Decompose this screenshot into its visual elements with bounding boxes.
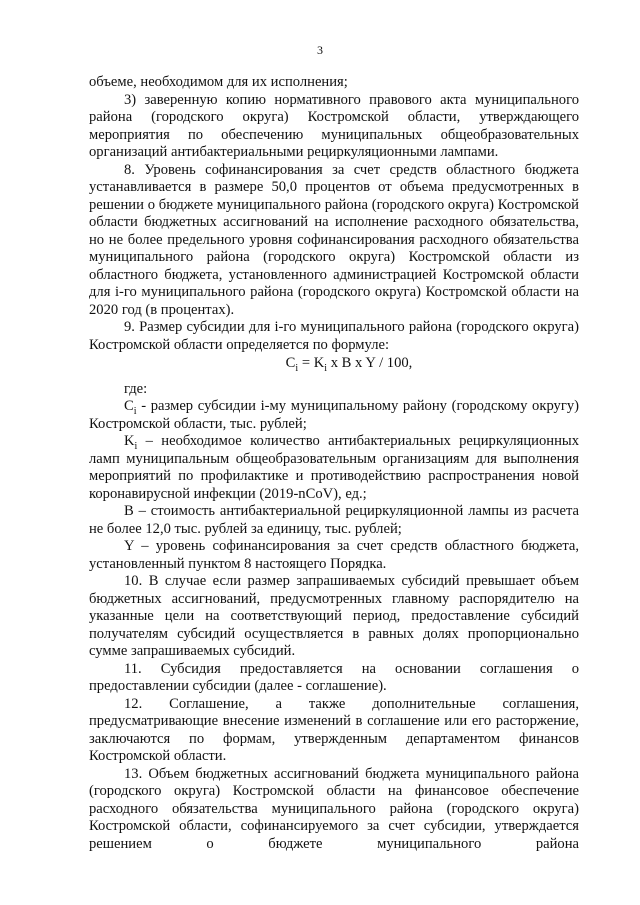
paragraph-13: 13. Объем бюджетных ассигнований бюджета муниципального района (городского округа) Костромской области на финансовое обеспечение расходного обязательства муниципального района (городского округа) Костромской области, софинансируемого за счет субсидии, утверждается решением о бюджете муниципального района [89, 765, 579, 852]
formula-k-subscript: i [324, 362, 328, 374]
formula-rest: x B x Y / 100, [327, 355, 413, 371]
paragraph-12: 12. Соглашение, а также дополнительные соглашения, предусматривающие внесение изменений в соглашение или его расторжение, заключаются по формам, утвержденным департаментом финансов Костромской области. [89, 695, 579, 764]
page-number: 3 [317, 43, 323, 57]
formula [89, 355, 579, 373]
document-body [89, 74, 579, 853]
definition-ki: $K_i$ – необходимое количество антибактериальных рециркуляционных ламп муниципальным общеобразовательным организациям для выполнения мероприятий по профилактике и противодействию распространения новой коронавирусной инфекции (2019-nCoV), ед.; [89, 433, 579, 502]
paragraph-10: 10. В случае если размер запрашиваемых субсидий превышает объем бюджетных ассигнований, предусмотренных главному распорядителю на указанные цели на соответствующий период, предоставление субсидий получателям субсидий осуществляется в равных долях пропорционально сумме запрашиваемых субсидий. [89, 573, 579, 659]
formula-eq: = K [298, 355, 325, 371]
definition-y: Y – уровень софинансирования за счет средств областного бюджета, установленный пунктом 8 настоящего Порядка. [89, 538, 579, 572]
paragraph-item-3: 3) заверенную копию нормативного правового акта муниципального района (городского округа) Костромской области, утверждающего мероприятия по обеспечению муниципальных общеобразовательных организаций антибактериальными рециркуляционными лампами. [89, 91, 579, 160]
paragraph-9: 9. Размер субсидии для i-го муниципального района (городского округа) Костромской области определяется по формуле: [89, 319, 579, 353]
paragraph-11: 11. Субсидия предоставляется на основании соглашения о предоставлении субсидии (далее - соглашение). [89, 660, 579, 694]
paragraph-8: 8. Уровень софинансирования за счет средств областного бюджета устанавливается в размере 50,0 процентов от объема предусмотренных в решении о бюджете муниципального района (городского округа) Костромской области бюджетных ассигнований на исполнение расходного обязательства, но не более предельного уровня софинансирования расходного обязательства муниципального района (городского округа) Костромской области из областного бюджета, установленного администрацией Костромской области для i-го муниципального района (городского округа) Костромской области на 2020 год (в процентах). [89, 161, 579, 318]
definition-b: B – стоимость антибактериальной рециркуляционной лампы из расчета не более 12,0 тыс. рублей за единицу, тыс. рублей; [89, 503, 579, 537]
formula-lhs-subscript: i [295, 362, 299, 374]
formula-lhs: C [285, 355, 296, 371]
definition-ci: $C_i$ - размер субсидии i-му муниципальному району (городскому округу) Костромской области, тыс. рублей; [89, 398, 579, 432]
where-label: где: [124, 380, 148, 397]
paragraph-continuation: объеме, необходимом для их исполнения; [89, 74, 348, 90]
